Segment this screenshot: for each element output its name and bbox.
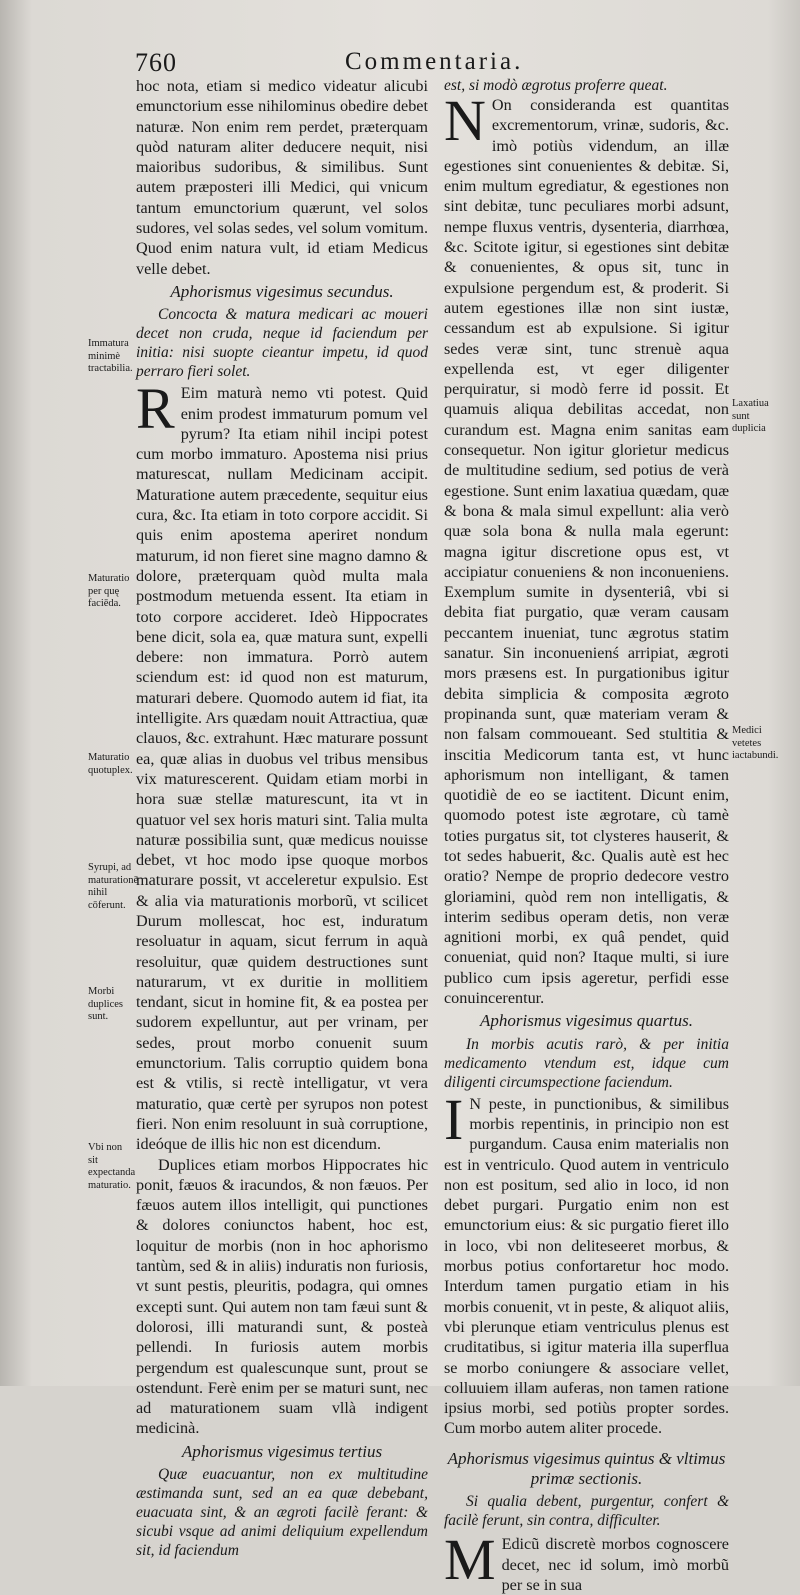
right-column: [444, 76, 729, 1595]
margin-note-left: Maturatio quotuplex.: [88, 752, 133, 776]
body-paragraph: Duplices etiam morbos Hippocrates hic ponit, fæuos & iracundos, & non fæuos. Per fæuos autem illos intelligit, qui punctiones & dolores coniunctos habent, hoc est, loquitur de morbis (non in hoc aphorismo tantùm, sed & in aliis) induratis non furiosis, vt sunt pestis, pleuritis, podagra, qui omnes excepti sunt. Qui autem non tam fæui sunt & dolorosi, illi maturandi sunt, & posteà pellendi. In furiosis autem morbis pergendum est qualescunque sunt, prout se ostendunt. Ferè enim per se maturi sunt, nec ad maturationem suam vllà indigent medicinà.: [136, 1155, 428, 1438]
aphorism-text: Si qualia debent, purgentur, confert & facilè ferunt, sin contra, difficulter.: [444, 1493, 729, 1530]
margin-note-left: Syrupi, ad maturationē nihil cōferunt.: [88, 862, 139, 911]
page-number: 760: [135, 48, 177, 77]
body-paragraph: [444, 1086, 729, 1439]
margin-note-right: Medici vetetes iactabundi.: [732, 725, 779, 761]
margin-note-left: Vbi non sit expectanda maturatio.: [88, 1142, 136, 1191]
aphorism-text: In morbis acutis rarò, & per initia medicamento vtendum est, idque cum diligenti circumspectione faciendum.: [444, 1035, 729, 1091]
running-title: Commentaria.: [345, 48, 524, 75]
aphorism-continuation: est, si modò ægrotus proferre queat.: [444, 77, 668, 94]
body-text: Edicũ discretè morbos cognoscere decet, nec id solum, imò morbũ per se in sua: [501, 1535, 729, 1594]
margin-note-left: Maturatio per quę faciēda.: [88, 573, 130, 609]
margin-note-right: Laxatiua sunt duplicia: [732, 398, 769, 434]
body-paragraph: [444, 1527, 729, 1595]
aphorism-heading: Aphorismus vigesimus quintus & vltimus primæ sectionis.: [447, 1448, 726, 1488]
aphorism-text: Quæ euacuantur, non ex multitudine æstimanda sunt, sed an ea quæ debebant, euacuata sint, & an ægroti facilè ferant: & sicubi vsque ad animi deliquium expellendum sit, id faciendum: [136, 1466, 428, 1559]
body-paragraph: [136, 376, 428, 1154]
body-paragraph: [444, 88, 729, 1008]
drop-cap: N: [444, 88, 486, 153]
margin-note-left: Immatura minimè tractabilia.: [88, 338, 133, 374]
body-text: Eim maturà nemo vti potest. Quid enim prodest immaturum pomum vel pyrum? Ita etiam nihil incipi potest cum morbo immaturo. Apostema nisi prius maturescat, nullam Medicinam accipit. Maturatione autem præcedente, sequitur eius cura, &c. Ita etiam in toto corpore accidit. Si quis enim apostema aperiret nondum maturum, id non fieret sine magno damno & dolore, præterquam quòd multa mala postmodum metuenda essent. Ita etiam in toto corpore accideret. Ideò Hippocrates bene dicit, sola ea, quæ matura sunt, expelli debere: non immatura. Porrò autem sciendum est: id quod non est maturum, maturari debere. Quomodo autem id fiat, ita intelligite. Ars quædam nouit Attractiua, quæ clauos, &c. extrahunt. Hæc maturare possunt ea, quæ alias in duobus vel tribus mensibus vix maturescerent. Quidam etiam morbi in hora suæ stellæ maturescunt, ita vt in quatuor vel sex horis maturi sint. Talia multa naturæ possibilia sunt, quæ medicus nouisse debet, vt hoc modo ipse quoque morbos maturare possit, vt acceleretur expulsio. Est & alia via maturationis morborũ, vt scilicet Durum mollescat, hoc est, induratum resoluatur in aquam, sicut ferrum in aquà resoluitur, quæ quidem destructiones sunt naturarum, vt ex duritie in mollitiem tendant, sicut in homine fit, & ea postea per sudorem expelluntur, aut per vrinam, per sedes, prout morbo conuenit suum emunctorium. Talis corruptio quidem bona est & vtilis, si rectè intelligatur, vt vera maturatio, quæ certè per syrupos non potest fieri. Non enim resoluunt in suà corruptione, ideóque de illis hic non est dicendum.: [136, 384, 428, 1154]
drop-cap: I: [444, 1086, 464, 1152]
aphorism-text: Concocta & matura medicari ac moueri decet non cruda, neque id faciendum per initia: nisi suopte cieantur impetu, id quod perraro fieri solet.: [136, 306, 428, 381]
body-text: N peste, in punctionibus, & similibus morbis repentinis, in principio non est purgandum. Causa enim materialis non est in ventriculo. Quod autem in ventriculo non est positum, sed alio in loco, id non debet purgari. Purgatio enim non est emunctorium eius: & sic purgatio fieret illo in loco, vbi non deliteseeret morbus, & morbus potius confortaretur hoc modo. Interdum tamen purgatio etiam in his morbis conuenit, vt in peste, & aliquot aliis, vbi plerunque etiam ventriculus plenus est cruditatibus, si igitur materia illa superflua se morbo coniungere & associare vellet, colluuiem illam auferas, non tamen ratione ipsius morbi, sed potiùs propter sordes. Cum morbo autem aliter procede.: [444, 1094, 729, 1438]
margin-note-left: Morbi duplices sunt.: [88, 986, 123, 1022]
body-paragraph: hoc nota, etiam si medico videatur alicubi emunctorium esse nihilominus obedire debet naturæ. Non enim rem perdet, præterquam quòd naturam aliter deducere nequit, nisi maioribus sudoribus, & similibus. Sunt autem præposteri illi Medici, qui vnicum tantum emunctorium quærunt, vel solos sudores, vel solas sedes, vel solum vomitum. Quod enim natura vult, id etiam Medicus velle debet.: [136, 77, 428, 278]
drop-cap: R: [136, 376, 175, 442]
left-column: [136, 76, 428, 1560]
aphorism-heading: Aphorismus vigesimus secundus.: [170, 281, 394, 301]
aphorism-heading: Aphorismus vigesimus quartus.: [480, 1011, 693, 1031]
body-text: On consideranda est quantitas excrementorum, vrinæ, sudoris, &c. imò potiùs videndum, an illæ egestiones sint conuenientes & debitæ. Si, enim multum egrediatur, & egestiones non sint debitæ, tunc peculiares morbi adsunt, nempe fluxus ventris, dysenteria, diarrhœa, &c. Scitote igitur, si egestiones sint debitæ & conuenientes, & opus sit, tunc in expulsione pergendum est, & proderit. Si autem egestiones illæ non sint iustæ, cessandum est ab expulsione. Si igitur sedes veræ sint, tunc strenuè aqua expellenda est, vt eger diligenter perquiratur, si modò ferre id possit. Et quamuis aliqua debilitas accedat, non curandum est. Magna enim sanitas eam consequetur. Non igitur glorietur medicus de multitudine sedium, sed potius de verà egestione. Sunt enim laxatiua quædam, quæ & bona & mala simul expellunt: alia verò quæ sola bona & nulla mala egerunt: magna igitur discretione opus est, vt accipiatur conueniens & non inconueniens. Exemplum sumite in dysenteriâ, vbi si debita fiat purgatio, quæ veram causam peccantem inueniat, tunc ægrotus statim sanatur. Sin inconuenienś arripiat, ægroti mors præsens est. In purgationibus igitur debita simplicia & composita ægroto propinanda sunt, quæ materiam veram & non falsam commoueant. Sed stultitia & inscitia Medicorum tanta est, vt hunc aphorismum non intelligant, & tamen quotidiè de eo se iactitent. Dicunt enim, quomodo potest iste ægrotare, cù tamè toties purgatus sit, tot clysteres hauserit, & tot sedes habuerit, &c. Qualis autè est hec oratio? Nempe de proprio dedecore vestro gloriamini, quòd rem non intelligatis, & interim sedibus operam detis, non veræ agnitioni morbi, ex quâ pendet, quid conueniat, quid non? Itaque multi, si iure publico cum ipsis ageretur, perfidi esse conuincerentur.: [444, 96, 729, 1008]
drop-cap: M: [444, 1527, 496, 1593]
aphorism-heading: Aphorismus vigesimus tertius: [181, 1441, 383, 1461]
